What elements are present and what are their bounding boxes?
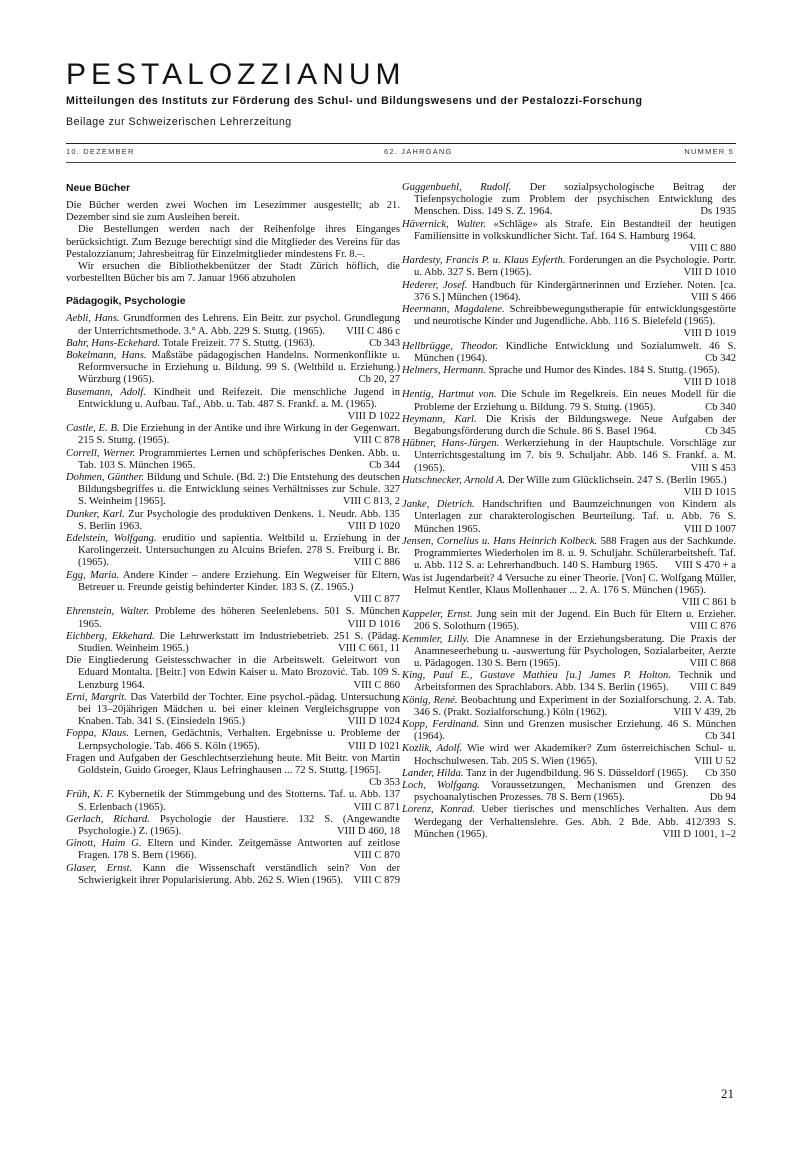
book-description: Das Vaterbild der Tochter. Eine psychol.-pädag. Untersuchung bei 13–20jährigen Mädchen u. bei einer kleinen Vergleichsgruppe von Knaben. Tab. 341 S. (Einsiedeln 1965.) [78,691,400,728]
page-number: 21 [721,1086,734,1101]
book-entry [66,472,400,509]
book-description: Die Eingliederung Geistesschwacher in die Arbeitswelt. Geleitwort von Eduard Montalta. [Beitr.] von Edwin Kaiser u. Mato Brozović. Tab. 109 S. Lenzburg 1964. [66,655,400,691]
book-author: König, René. [402,694,458,706]
book-description: Schreibbewegungstherapie für entwicklungsgestörte und neurotische Kinder und Jugendliche. Abb. 116 S. Bielefeld (1965). [414,304,736,328]
book-entry [66,692,400,729]
book-entry [66,448,400,472]
book-author: Glaser, Ernst. [66,862,133,874]
book-entry [66,570,400,607]
shelf-mark: VIII C 878 [353,435,400,447]
right-column [402,182,736,841]
book-entry [402,780,736,804]
shelf-mark: VIII C 486 c [346,325,400,337]
book-list-right [402,182,736,841]
book-description: Kybernetik der Stimmgebung und des Stotterns. Taf. u. Abb. 137 S. Erlenbach (1965). [78,789,400,813]
shelf-mark: VIII D 1001, 1–2 [662,828,736,840]
book-description: eruditio und sapientia. Weltbild u. Erziehung in der Karolingerzeit. Untersuchungen zu Alcuins Briefen. 278 S. Freiburg i. Br. (1965). [78,533,400,569]
shelf-mark: VIII C 860 [353,679,400,691]
book-description: Werkerziehung in der Hauptschule. Vorschläge zur Unterrichtsgestaltung im 7. bis 9. Schuljahr. Abb. 146 S. Frankf. a. M. (1965). [414,438,736,474]
book-author: Hutschnecker, Arnold A. [402,474,506,486]
book-entry [402,768,736,780]
intro-paragraph: Die Bestellungen werden nach der Reihenfolge ihres Einganges berücksichtigt. Zum Bezuge berechtigt sind die Mitglieder des Vereins für das Pestalozzianum; Jahresbeitrag für Einzelmitglieder mindestens Fr. 8.–. [66,224,400,260]
book-entry [402,573,736,610]
journal-supplement: Beilage zur Schweizerischen Lehrerzeitung [66,116,292,128]
book-author: Früh, K. F. [66,789,115,801]
book-entry [402,695,736,719]
book-entry [402,365,736,389]
book-entry [402,341,736,365]
shelf-mark: Cb 20, 27 [358,374,400,386]
shelf-mark: Cb 341 [705,731,736,743]
shelf-mark: VIII C 813, 2 [342,496,400,508]
shelf-mark: VIII S 466 [690,291,736,303]
shelf-mark: VIII D 1019 [683,328,736,340]
shelf-mark: Db 94 [709,792,736,804]
book-author: Kappeler, Ernst. [402,609,473,621]
book-author: Egg, Maria. [66,569,120,581]
book-author: Foppa, Klaus. [66,728,129,740]
book-entry [66,423,400,447]
book-author: Ehrenstein, Walter. [66,606,150,618]
book-author: Dohmen, Günther. [66,472,145,484]
shelf-mark: VIII D 1015 [683,487,736,499]
top-rule [66,143,736,144]
book-description: Kindliche Entwicklung und Sozialumwelt. 46 S. München (1964). [414,340,736,364]
book-author: Jensen, Cornelius u. Hans Heinrich Kolbeck. [402,535,598,547]
book-author: Kopp, Ferdinand. [402,718,480,730]
shelf-mark: VIII C 877 [353,594,400,606]
book-description: Maßstäbe pädagogischen Handelns. Normenkonflikte u. Reformversuche in Erziehung u. Bildung. 99 S. (Weltbild u. Erziehung.) Würzburg (1965). [78,350,400,386]
book-entry [66,606,400,630]
book-entry [402,609,736,633]
book-description: Die Lehrwerkstatt im Industriebetrieb. 251 S. (Pädag. Studien. Weinheim 1965.) [78,630,400,654]
book-author: Ginott, Haim G. [66,838,142,850]
book-author: Lorenz, Konrad. [402,804,476,816]
book-author: Castle, E. B. [66,423,120,435]
book-author: Gerlach, Richard. [66,813,150,825]
book-description: Der Wille zum Glücklichsein. 247 S. (Berlin 1965.) [507,474,727,486]
book-entry [66,509,400,533]
book-author: Lander, Hilda. [402,767,464,779]
book-author: Bahr, Hans-Eckehard. [66,337,161,349]
left-column [66,182,400,887]
book-description: Handschriften und Baumzeichnungen von Kindern als Unterlagen zur charakterologischen Beurteilung. Taf. u. Abb. 76 S. München 1965. [414,499,736,535]
journal-subtitle: Mitteilungen des Instituts zur Förderung des Schul- und Bildungswesens und der Pestalozzi-Forschung [66,95,643,107]
shelf-mark: VIII U 52 [694,755,736,767]
book-author: Busemann, Adolf. [66,386,146,398]
book-description: «Schläge» als Strafe. Ein Bestandteil der heutigen Familiensitte in volkskundlicher Sicht. Taf. 164 S. Hamburg 1964. [414,218,737,242]
book-description: Grundformen des Lehrens. Ein Beitr. zur psychol. Grundlegung der Unterrichtsmethode. 3.° A. Abb. 229 S. Stuttg. (1965). [78,313,400,337]
book-description: Sprache und Humor des Kindes. 184 S. Stuttg. (1965). [488,365,720,377]
shelf-mark: VIII D 1007 [683,523,736,535]
book-entry [402,182,736,219]
book-entry [402,304,736,341]
book-entry [402,804,736,841]
book-description: Ueber tierisches und menschliches Verhalten. Aus dem Werdegang der Verhaltenslehre. Ges. Abh. 2 Bde. Abb. 412/393 S. München (1965). [414,804,736,840]
book-description: Handbuch für Kindergärtnerinnen und Erzieher. Noten. [ca. 376 S.] München (1964). [414,279,736,303]
book-description: Technik und Arbeitsformen des Sprachlabors. Abb. 134 S. Berlin (1965). [414,670,736,694]
book-author: Eichberg, Ekkehard. [66,630,155,642]
book-author: Aebli, Hans. [66,313,120,325]
masthead [66,58,736,128]
shelf-mark: VIII C 871 [353,801,400,813]
shelf-mark: VIII S 470 + a [674,560,736,572]
book-entry [66,728,400,752]
book-author: Hävernick, Walter. [402,218,486,230]
book-description: Kindheit und Reifezeit. Die menschliche Jugend in Entwicklung u. Aufbau. Taf., Abb. u. Tab. 487 S. Frankf. a. M. (1965). [78,386,400,410]
book-description: Fragen und Aufgaben der Geschlechtserziehung heute. Mit Beitr. von Martin Goldstein, Guido Groeger, Klaus Lefringhausen ... 72 S. Stuttg. [1965]. [66,752,400,776]
book-description: Beobachtung und Experiment in der Sozialforschung. 2. A. Tab. 346 S. (Prakt. Sozialforschung.) Köln (1962). [414,694,736,718]
book-entry [402,499,736,536]
book-entry [66,338,400,350]
book-author: Hederer, Josef. [402,279,468,291]
book-entry [402,475,736,499]
intro-paragraph: Die Bücher werden zwei Wochen im Lesezimmer ausgestellt; ab 21. Dezember sind sie zum Ausleihen bereit. [66,200,400,224]
shelf-mark: VIII C 861 b [681,596,736,608]
shelf-mark: VIII C 849 [689,682,736,694]
book-description: Die Schule im Regelkreis. Ein neues Modell für die Probleme der Erziehung u. Bildung. 79 S. Stuttg. (1965). [414,389,736,413]
book-author: Helmers, Hermann. [402,365,486,377]
shelf-mark: VIII C 661, 11 [338,642,400,654]
book-entry [66,655,400,692]
book-author: Kemmler, Lilly. [402,633,470,645]
shelf-mark: VIII D 1010 [683,267,736,279]
book-entry [66,533,400,570]
issue-year: 62. JAHRGANG [384,147,453,156]
book-entry [402,414,736,438]
book-description: Programmiertes Lernen und schöpferisches Denken. Abb. u. Tab. 103 S. München 1965. [78,447,400,471]
book-description: Bildung und Schule. (Bd. 2:) Die Entstehung des deutschen Bildungsbegriffes u. die Entwicklung seines Verhältnisses zur Schule. 327 S. Weinheim [1965]. [78,472,401,508]
intro-paragraph: Wir ersuchen die Bibliothekbenützer der Stadt Zürich höflich, die vorbestellten Bücher bis am 7. Januar 1966 abzuholen [66,261,400,285]
book-description: Was ist Jugendarbeit? 4 Versuche zu einer Theorie. [Von] C. Wolfgang Müller, Helmut Kentler, Klaus Mollenhauer ... 2. A. 176 S. München (1965). [402,572,736,596]
book-author: Hardesty, Francis P. u. Klaus Eyferth. [402,255,566,267]
book-entry [66,814,400,838]
issue-date: 10. DEZEMBER [66,147,135,156]
book-description: Voraussetzungen, Mechanismen und Grenzen des psychoanalytischen Prozesses. 78 S. Bern (1965). [414,779,736,804]
journal-title: PESTALOZZIANUM [66,58,406,91]
bottom-rule [66,162,736,163]
shelf-mark: Cb 345 [705,426,736,438]
book-entry [402,219,736,256]
book-description: Probleme des höheren Seelenlebens. 501 S. München 1965. [78,606,401,630]
shelf-mark: VIII D 460, 18 [337,825,400,837]
book-description: Zur Psychologie des produktiven Denkens. 1. Neudr. Abb. 135 S. Berlin 1963. [78,508,400,532]
shelf-mark: Cb 343 [369,337,400,349]
book-description: Sinn und Grenzen musischer Erziehung. 46 S. München (1964). [414,718,737,743]
book-entry [66,838,400,862]
book-author: Janke, Dietrich. [402,499,475,511]
book-author: Edelstein, Wolfgang. [66,533,157,545]
book-author: Heermann, Magdalene. [402,304,505,316]
book-author: Hentig, Hartmut von. [402,389,497,401]
shelf-mark: VIII D 1018 [683,377,736,389]
book-description: Andere Kinder – andere Erziehung. Ein Wegweiser für Eltern, Betreuer u. Freunde geistig behinderter Kinder. 183 S. (Z. 1965.) [78,569,400,593]
book-list-left [66,313,400,887]
book-description: Totale Freizeit. 77 S. Stuttg. (1963). [162,337,316,349]
shelf-mark: VIII C 886 [353,557,400,569]
book-author: Erni, Margrit. [66,691,127,703]
section-heading-new-books: Neue Bücher [66,183,131,194]
book-author: King, Paul E., Gustave Mathieu [u.] James P. Holton. [402,670,671,682]
book-author: Hübner, Hans-Jürgen. [402,438,500,450]
shelf-mark: Cb 350 [705,767,736,779]
book-entry [66,863,400,887]
book-description: Die Krisis der Bildungswege. Neue Aufgaben der Begabungsförderung durch die Schule. 86 S. Basel 1964. [414,413,736,438]
shelf-mark: VIII D 1020 [347,520,400,532]
shelf-mark: VIII C 868 [689,657,736,669]
book-entry [66,350,400,387]
shelf-mark: Cb 344 [369,459,400,471]
shelf-mark: Cb 353 [369,777,400,789]
book-entry [66,789,400,813]
book-description: Forderungen an die Psychologie. Portr. u. Abb. 327 S. Bern (1965). [414,255,736,279]
book-author: Correll, Werner. [66,447,136,459]
shelf-mark: VIII D 1021 [347,740,400,752]
shelf-mark: VIII D 1024 [347,716,400,728]
book-description: Der sozialpsychologische Beitrag der Tiefenpsychologie zum Problem der psychischen Entwicklung des Menschen. Diss. 149 S. Z. 1964. [414,182,736,218]
book-author: Kozlik, Adolf. [402,743,463,755]
book-entry [66,313,400,337]
book-description: Psychologie der Haustiere. 132 S. (Angewandte Psychologie.) Z. (1965). [78,813,400,837]
shelf-mark: VIII S 453 [690,462,736,474]
shelf-mark: VIII C 880 [689,243,736,255]
book-author: Dunker, Karl. [66,508,125,520]
book-entry [402,719,736,743]
book-description: Kann die Wissenschaft verständlich sein? Von der Schwierigkeit ihrer Popularisierung. Abb. 262 S. Wien (1965). [78,862,400,886]
book-description: Eltern und Kinder. Zeitgemässe Antworten auf zeitlose Fragen. 178 S. Bern (1966). [78,838,401,862]
book-author: Heymann, Karl. [402,413,477,425]
book-entry [402,536,736,573]
book-entry [402,438,736,475]
book-entry [402,389,736,413]
shelf-mark: VIII V 439, 2b [673,706,736,718]
shelf-mark: VIII C 876 [689,621,736,633]
book-entry [402,255,736,279]
shelf-mark: Cb 340 [705,401,736,413]
book-entry [402,670,736,694]
issue-number: NUMMER 5 [684,147,734,156]
book-description: 588 Fragen aus der Sachkunde. Programmiertes Wiederholen im 8. u. 9. Schuljahr. Schülerarbeitsheft. Taf. u. Abb. 112 S. a: Lehrerhandbuch. 140 S. Hamburg 1965. [414,535,736,572]
book-description: Wie wird wer Akademiker? Zum österreichischen Schul- u. Hochschulwesen. Tab. 205 S. Wien (1965). [414,743,736,767]
book-author: Bokelmann, Hans. [66,350,147,362]
book-entry [66,387,400,424]
book-author: Guggenbuehl, Rudolf. [402,182,512,193]
section-heading-pedagogy: Pädagogik, Psychologie [66,296,186,308]
book-author: Loch, Wolfgang. [402,779,481,791]
book-entry [402,634,736,671]
shelf-mark: Cb 342 [705,352,736,364]
book-description: Lernen, Gedächtnis, Verhalten. Ergebnisse u. Probleme der Lernpsychologie. Tab. 466 S. Köln (1965). [78,728,400,752]
book-description: Jung sein mit der Jugend. Ein Buch für Eltern u. Erzieher. 206 S. Solothurn (1965). [414,609,736,633]
book-description: Die Erziehung in der Antike und ihre Wirkung in der Gegenwart. 215 S. Stuttg. (1965). [78,423,400,447]
book-entry [66,631,400,655]
book-description: Tanz in der Jugendbildung. 96 S. Düsseldorf (1965). [465,767,689,779]
shelf-mark: VIII C 879 [353,874,400,886]
shelf-mark: VIII D 1022 [347,411,400,423]
book-entry [402,280,736,304]
shelf-mark: VIII C 870 [353,850,400,862]
shelf-mark: Ds 1935 [700,206,736,218]
book-author: Hellbrügge, Theodor. [402,340,498,352]
book-entry [402,743,736,767]
book-description: Die Anamnese in der Erziehungsberatung. Die Praxis der Anamneseerhebung u. -auswertung für Psychologen, Sozialarbeiter, Aerzte u. Pädagogen. 130 S. Bern (1965). [414,633,736,669]
book-entry [66,753,400,790]
shelf-mark: VIII D 1016 [347,618,400,630]
